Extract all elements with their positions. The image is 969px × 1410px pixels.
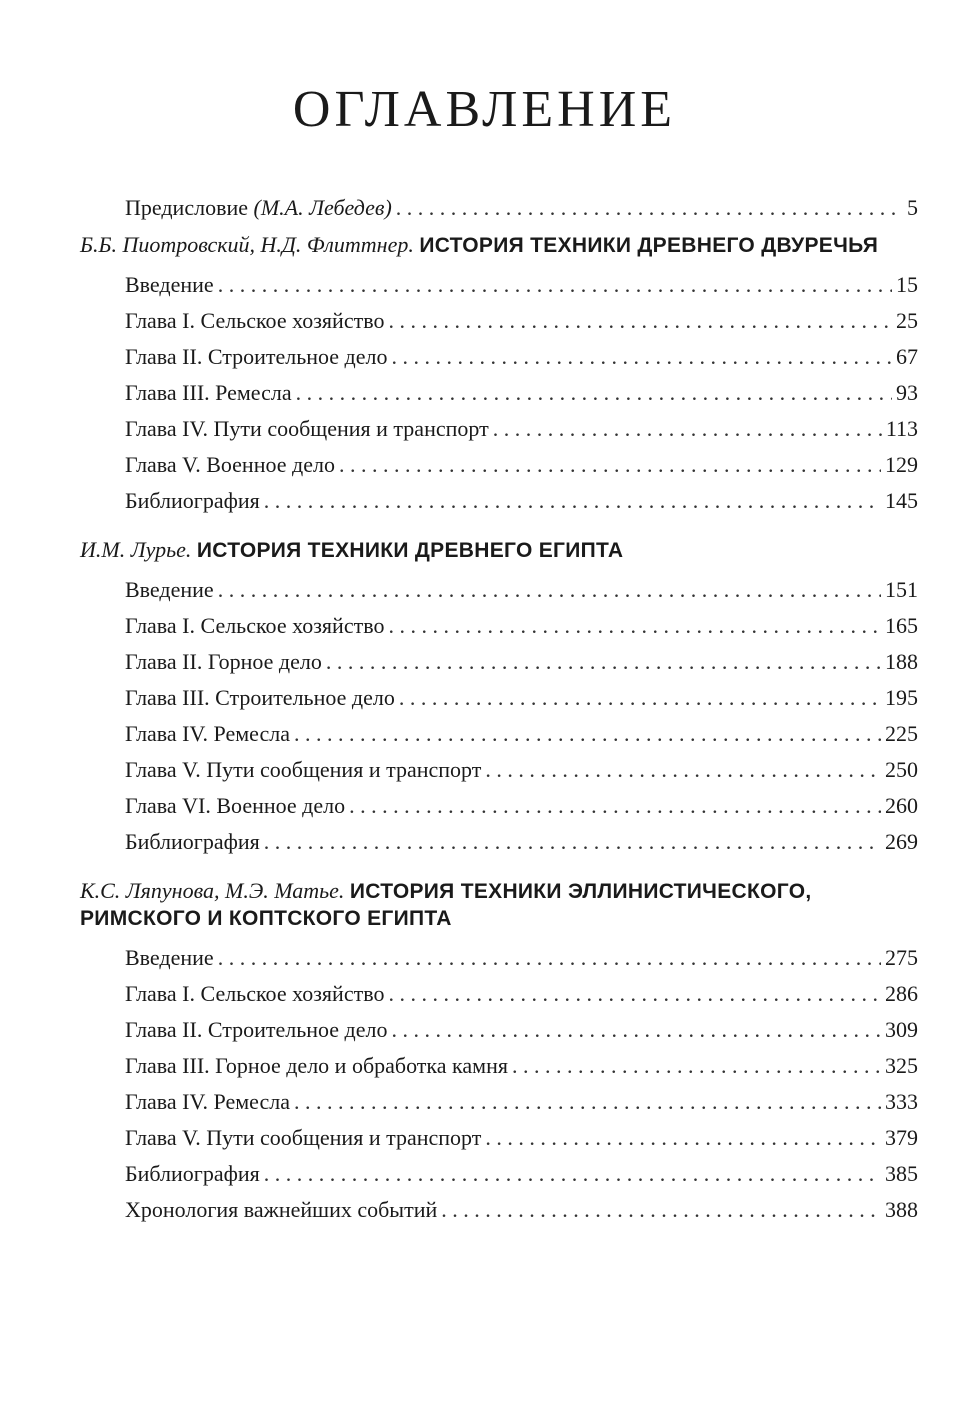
toc-entry-label: Глава VI. Военное дело (125, 793, 346, 818)
toc-entry (80, 1084, 918, 1120)
part-title: ИСТОРИЯ ТЕХНИКИ ЭЛЛИНИСТИЧЕСКОГО, РИМСКОГО И КОПТСКОГО ЕГИПТА (80, 880, 812, 930)
toc-page-number: 286 (885, 981, 918, 1006)
toc-page-number: 5 (907, 195, 918, 220)
toc-entry-label: Библиография (125, 488, 260, 513)
dot-leader (218, 267, 892, 303)
toc-entry-label: Глава III. Ремесла (125, 380, 292, 405)
toc-page-number: 113 (885, 416, 918, 441)
dot-leader (218, 940, 881, 976)
dot-leader (392, 339, 893, 375)
dot-leader (218, 572, 881, 608)
toc-entry (80, 339, 918, 375)
dot-leader (512, 1048, 881, 1084)
toc-entry-label: Глава IV. Пути сообщения и транспорт (125, 416, 489, 441)
dot-leader (264, 1156, 881, 1192)
toc-entry-label: Глава V. Военное дело (125, 452, 335, 477)
toc-page-number: 188 (885, 649, 918, 674)
dot-leader (294, 1084, 881, 1120)
toc-page-number: 145 (885, 488, 918, 513)
toc-page-number: 385 (885, 1161, 918, 1186)
toc-entry-preface (80, 190, 918, 226)
toc-entry-label: Глава I. Сельское хозяйство (125, 613, 385, 638)
dot-leader (339, 447, 881, 483)
toc-entry (80, 680, 918, 716)
toc-page-number: 15 (896, 272, 918, 297)
toc-page-number: 250 (885, 757, 918, 782)
toc-entry (80, 572, 918, 608)
toc-entry-label: Глава I. Сельское хозяйство (125, 981, 385, 1006)
toc-entry (80, 716, 918, 752)
toc-entry (80, 375, 918, 411)
part-heading (80, 537, 918, 564)
toc-page-number: 333 (885, 1089, 918, 1114)
toc-entry-label: Глава V. Пути сообщения и транспорт (125, 1125, 482, 1150)
toc-entry (80, 824, 918, 860)
dot-leader (399, 680, 881, 716)
toc-page-number: 93 (896, 380, 918, 405)
toc-page-number: 269 (885, 829, 918, 854)
table-of-contents (80, 190, 918, 1228)
toc-entry (80, 1192, 918, 1228)
part-authors: К.С. Ляпунова, М.Э. Матье. (80, 878, 345, 903)
toc-entry-label: Введение (125, 945, 214, 970)
toc-page-number: 388 (885, 1197, 918, 1222)
toc-entry (80, 483, 918, 519)
toc-page-number: 129 (885, 452, 918, 477)
toc-entry-label: Глава III. Строительное дело (125, 685, 395, 710)
toc-entry (80, 1012, 918, 1048)
dot-leader (493, 411, 882, 447)
toc-page-number: 260 (885, 793, 918, 818)
toc-entry-label: Глава V. Пути сообщения и транспорт (125, 757, 482, 782)
dot-leader (396, 190, 903, 226)
dot-leader (388, 608, 881, 644)
part-authors: Б.Б. Пиотровский, Н.Д. Флиттнер. (80, 232, 414, 257)
toc-page-number: 275 (885, 945, 918, 970)
toc-entry (80, 644, 918, 680)
toc-entry (80, 1156, 918, 1192)
toc-entry (80, 940, 918, 976)
toc-page-number: 151 (885, 577, 918, 602)
toc-entry-label: Глава II. Строительное дело (125, 344, 388, 369)
toc-entry (80, 976, 918, 1012)
toc-entry (80, 303, 918, 339)
toc-entry (80, 267, 918, 303)
toc-entry-label: Глава IV. Ремесла (125, 721, 290, 746)
toc-entry (80, 608, 918, 644)
toc-entry-label: Глава IV. Ремесла (125, 1089, 290, 1114)
dot-leader (264, 824, 881, 860)
toc-entry (80, 411, 918, 447)
toc-page-number: 67 (896, 344, 918, 369)
toc-entry-label: Предисловие (М.А. Лебедев) (125, 195, 392, 220)
dot-leader (296, 375, 892, 411)
toc-page-number: 25 (896, 308, 918, 333)
dot-leader (349, 788, 881, 824)
dot-leader (441, 1192, 881, 1228)
toc-entry (80, 447, 918, 483)
toc-entry-label: Глава III. Горное дело и обработка камня (125, 1053, 508, 1078)
toc-page-number: 195 (885, 685, 918, 710)
toc-page-number: 225 (885, 721, 918, 746)
toc-entry (80, 788, 918, 824)
part-heading (80, 232, 918, 259)
part-title: ИСТОРИЯ ТЕХНИКИ ДРЕВНЕГО ЕГИПТА (196, 539, 624, 562)
toc-entry (80, 1120, 918, 1156)
dot-leader (294, 716, 881, 752)
part-heading (80, 878, 918, 932)
toc-entry-label: Глава II. Горное дело (125, 649, 322, 674)
part-title: ИСТОРИЯ ТЕХНИКИ ДРЕВНЕГО ДВУРЕЧЬЯ (419, 234, 879, 257)
toc-entry-label: Введение (125, 577, 214, 602)
dot-leader (264, 483, 881, 519)
toc-entry-label: Хронология важнейших событий (125, 1197, 438, 1222)
toc-entry-label: Введение (125, 272, 214, 297)
dot-leader (388, 976, 881, 1012)
toc-page-number: 309 (885, 1017, 918, 1042)
toc-part-1 (80, 232, 918, 519)
toc-entry-label: Глава II. Строительное дело (125, 1017, 388, 1042)
page-title: ОГЛАВЛЕНИЕ (292, 81, 677, 138)
toc-page-number: 379 (885, 1125, 918, 1150)
toc-entry-label: Библиография (125, 829, 260, 854)
preface-author: (М.А. Лебедев) (253, 195, 392, 220)
dot-leader (485, 752, 881, 788)
toc-entry (80, 752, 918, 788)
dot-leader (326, 644, 881, 680)
dot-leader (485, 1120, 881, 1156)
part-authors: И.М. Лурье. (80, 537, 192, 562)
toc-entry-label: Библиография (125, 1161, 260, 1186)
toc-part-2 (80, 537, 918, 860)
toc-entry-label: Глава I. Сельское хозяйство (125, 308, 385, 333)
toc-page-number: 165 (885, 613, 918, 638)
dot-leader (388, 303, 892, 339)
toc-entry (80, 1048, 918, 1084)
toc-part-3 (80, 878, 918, 1228)
toc-page-number: 325 (885, 1053, 918, 1078)
dot-leader (392, 1012, 882, 1048)
